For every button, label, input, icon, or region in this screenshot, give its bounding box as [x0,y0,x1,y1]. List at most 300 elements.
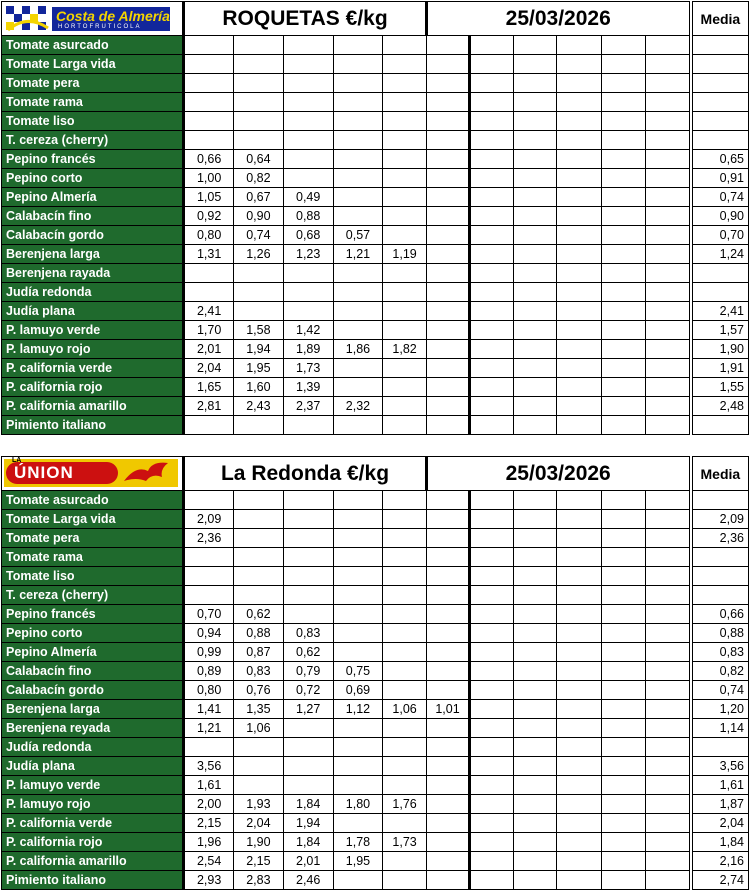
price-cell: 0,68 [283,226,333,245]
price-cell [234,302,284,321]
price-cell [557,321,601,340]
price-cell [283,738,333,757]
price-cell [601,757,645,776]
price-cell [283,491,333,510]
price-cell [557,586,601,605]
price-cell [426,643,469,662]
price-cell: 1,73 [283,359,333,378]
price-cell [470,302,513,321]
price-cell [383,188,426,207]
price-cell [383,624,426,643]
table-row [2,795,749,814]
price-cell: 2,37 [283,397,333,416]
product-name: Pepino francés [2,150,184,169]
la-redonda-price-table [1,456,749,890]
price-cell [513,643,556,662]
product-name: Tomate asurcado [2,36,184,55]
price-cell [383,283,426,302]
price-cell: 2,93 [184,871,234,890]
price-cell [426,378,469,397]
price-cell [646,283,689,302]
price-cell [513,283,556,302]
price-cell [383,605,426,624]
media-cell: 0,74 [692,681,748,700]
price-cell [601,776,645,795]
price-cell [557,397,601,416]
price-cell [646,776,689,795]
product-name: Judía plana [2,302,184,321]
price-cell: 1,94 [283,814,333,833]
price-cell [470,776,513,795]
media-cell: 1,55 [692,378,748,397]
price-cell [646,416,689,435]
price-cell: 1,96 [184,833,234,852]
price-cell [513,359,556,378]
price-cell: 2,15 [184,814,234,833]
price-cell [383,776,426,795]
price-cell: 1,12 [333,700,383,719]
price-cell [646,264,689,283]
table-row [2,757,749,776]
table-row [2,700,749,719]
price-cell [333,814,383,833]
media-cell: 1,90 [692,340,748,359]
price-cell [513,112,556,131]
price-cell [333,55,383,74]
price-cell [283,605,333,624]
logo-subtext: HORTOFRUTICOLA [58,24,142,30]
table-row [2,283,749,302]
price-cell: 0,88 [283,207,333,226]
table-row [2,207,749,226]
price-cell [470,207,513,226]
price-cell [557,416,601,435]
table-row [2,605,749,624]
price-cell [333,150,383,169]
table-row [2,245,749,264]
price-cell [601,738,645,757]
table-row [2,55,749,74]
price-cell [283,757,333,776]
price-cell [557,548,601,567]
product-name: Tomate pera [2,529,184,548]
price-cell [646,738,689,757]
price-cell [470,814,513,833]
media-cell: 1,87 [692,795,748,814]
price-cell [557,55,601,74]
price-cell [470,567,513,586]
media-cell: 2,74 [692,871,748,890]
price-cell: 2,81 [184,397,234,416]
price-cell [646,833,689,852]
price-cell [601,548,645,567]
price-cell: 0,62 [283,643,333,662]
price-cell [557,74,601,93]
price-cell [646,245,689,264]
price-cell [601,795,645,814]
price-cell [283,283,333,302]
media-cell: 1,20 [692,700,748,719]
table-row [2,302,749,321]
price-cell: 0,88 [234,624,284,643]
price-cell: 0,94 [184,624,234,643]
price-cell [470,510,513,529]
price-cell: 3,56 [184,757,234,776]
product-name: Calabacín fino [2,662,184,681]
price-cell [557,681,601,700]
price-cell [646,871,689,890]
product-name: Tomate liso [2,567,184,586]
price-cell [184,416,234,435]
media-cell [692,112,748,131]
price-cell: 1,35 [234,700,284,719]
price-cell [333,491,383,510]
roquetas-price-table [1,1,749,435]
price-cell [234,55,284,74]
price-cell [646,795,689,814]
price-cell [646,548,689,567]
price-cell [426,814,469,833]
price-cell [646,321,689,340]
price-cell: 0,79 [283,662,333,681]
media-cell: 2,41 [692,302,748,321]
price-cell [470,188,513,207]
table-row [2,226,749,245]
media-cell [692,74,748,93]
product-name: Berenjena larga [2,245,184,264]
price-cell [557,245,601,264]
price-cell: 1,21 [333,245,383,264]
price-cell [383,207,426,226]
price-cell [601,643,645,662]
price-cell [470,359,513,378]
flame-icon [122,459,172,487]
price-cell [426,264,469,283]
price-cell [333,188,383,207]
price-cell: 1,86 [333,340,383,359]
price-cell: 0,64 [234,150,284,169]
product-name: Judía plana [2,757,184,776]
price-cell [601,283,645,302]
price-cell [646,378,689,397]
price-cell: 0,75 [333,662,383,681]
price-cell [383,548,426,567]
price-cell [283,302,333,321]
media-cell [692,567,748,586]
price-cell [383,738,426,757]
price-cell [383,757,426,776]
price-cell [283,510,333,529]
price-cell [234,131,284,150]
price-cell [470,283,513,302]
price-cell [646,852,689,871]
price-cell [513,624,556,643]
price-cell [470,795,513,814]
price-cell [513,719,556,738]
price-cell [184,93,234,112]
media-cell: 2,04 [692,814,748,833]
media-cell: 0,91 [692,169,748,188]
price-cell [646,510,689,529]
price-cell: 1,01 [426,700,469,719]
price-cell: 0,70 [184,605,234,624]
price-cell [426,283,469,302]
media-cell [692,548,748,567]
price-cell: 0,82 [234,169,284,188]
price-cell [557,188,601,207]
table-row [2,681,749,700]
table-row [2,586,749,605]
price-cell [601,624,645,643]
table-row [2,150,749,169]
media-cell: 2,36 [692,529,748,548]
price-cell [333,605,383,624]
date-title: 25/03/2026 [426,457,689,491]
logo-text: ÚNION [14,463,74,482]
price-cell [383,36,426,55]
price-cell: 2,01 [184,340,234,359]
price-cell [470,340,513,359]
logo-subtext: LA [12,457,22,464]
price-cell [283,36,333,55]
price-cell [333,302,383,321]
product-name: Berenjena rayada [2,264,184,283]
price-cell [234,757,284,776]
price-cell [283,529,333,548]
price-cell: 1,05 [184,188,234,207]
price-cell [426,93,469,112]
price-cell [513,871,556,890]
table-row [2,871,749,890]
price-cell [513,833,556,852]
table-row [2,814,749,833]
price-cell [646,681,689,700]
price-cell: 0,57 [333,226,383,245]
price-cell [557,833,601,852]
price-cell [184,74,234,93]
price-cell [601,871,645,890]
table-row [2,169,749,188]
price-cell [601,321,645,340]
price-cell [513,264,556,283]
price-cell: 1,61 [184,776,234,795]
price-cell: 1,89 [283,340,333,359]
price-cell [513,814,556,833]
product-name: P. california rojo [2,833,184,852]
product-name: Berenjena larga [2,700,184,719]
price-cell [646,188,689,207]
price-cell [333,548,383,567]
price-cell [426,302,469,321]
media-header: Media [692,2,748,36]
price-cell [383,852,426,871]
price-cell [333,624,383,643]
product-name: Pimiento italiano [2,416,184,435]
price-cell [513,226,556,245]
price-cell [383,359,426,378]
media-cell: 1,61 [692,776,748,795]
price-cell [557,340,601,359]
price-cell [557,662,601,681]
price-cell [383,55,426,74]
media-cell: 0,90 [692,207,748,226]
price-cell: 1,00 [184,169,234,188]
price-cell [383,302,426,321]
product-name: Judía redonda [2,738,184,757]
price-cell [333,207,383,226]
price-cell: 2,09 [184,510,234,529]
price-cell [601,359,645,378]
price-cell [601,378,645,397]
price-cell [234,776,284,795]
price-cell [333,643,383,662]
table-row [2,529,749,548]
price-cell: 1,90 [234,833,284,852]
price-cell [470,529,513,548]
price-cell [426,548,469,567]
price-cell [470,605,513,624]
price-cell [513,795,556,814]
price-cell [184,131,234,150]
media-cell: 1,57 [692,321,748,340]
product-name: Tomate rama [2,93,184,112]
price-cell [513,188,556,207]
price-cell [470,833,513,852]
price-cell [333,567,383,586]
table-row [2,74,749,93]
price-cell [283,416,333,435]
price-cell [426,529,469,548]
price-cell [513,510,556,529]
product-name: Pepino Almería [2,643,184,662]
price-cell [426,662,469,681]
price-cell [470,643,513,662]
price-cell [646,643,689,662]
price-cell [646,567,689,586]
price-cell: 1,84 [283,795,333,814]
price-cell: 1,39 [283,378,333,397]
price-cell [557,814,601,833]
price-cell [470,93,513,112]
price-cell: 0,49 [283,188,333,207]
price-cell [383,150,426,169]
price-cell [234,283,284,302]
price-cell [601,719,645,738]
price-cell [383,74,426,93]
price-cell [184,264,234,283]
price-cell [601,74,645,93]
price-cell [646,207,689,226]
product-name: P. lamuyo rojo [2,340,184,359]
price-cell [601,264,645,283]
price-cell [601,700,645,719]
price-cell [557,378,601,397]
product-name: Tomate asurcado [2,491,184,510]
price-cell [426,871,469,890]
price-cell [646,814,689,833]
price-cell: 1,95 [333,852,383,871]
price-cell [426,795,469,814]
price-cell [470,871,513,890]
price-cell [333,776,383,795]
price-cell [557,719,601,738]
price-cell: 2,36 [184,529,234,548]
price-cell [184,548,234,567]
price-cell [601,567,645,586]
price-cell [470,586,513,605]
media-cell: 0,74 [692,188,748,207]
price-cell [470,624,513,643]
product-name: P. lamuyo verde [2,776,184,795]
price-cell [470,55,513,74]
price-cell [426,757,469,776]
price-cell [333,36,383,55]
price-cell [557,871,601,890]
price-cell [184,586,234,605]
table-row [2,416,749,435]
price-cell [513,662,556,681]
price-cell [601,36,645,55]
media-cell: 0,66 [692,605,748,624]
price-cell [383,112,426,131]
price-cell [601,662,645,681]
price-cell: 1,73 [383,833,426,852]
price-cell: 2,46 [283,871,333,890]
price-cell: 0,90 [234,207,284,226]
price-cell [383,491,426,510]
price-cell [426,416,469,435]
price-cell [333,93,383,112]
price-cell [601,55,645,74]
market-title: La Redonda €/kg [184,457,427,491]
price-cell: 0,80 [184,681,234,700]
table-row [2,397,749,416]
price-cell [513,700,556,719]
price-cell: 2,15 [234,852,284,871]
price-cell: 1,31 [184,245,234,264]
price-cell [601,510,645,529]
date-title: 25/03/2026 [426,2,689,36]
price-cell [646,169,689,188]
price-cell [426,491,469,510]
price-cell [333,321,383,340]
price-cell: 1,58 [234,321,284,340]
price-cell [470,700,513,719]
product-name: Calabacín gordo [2,226,184,245]
price-cell [513,302,556,321]
price-cell [557,226,601,245]
costa-almeria-logo [2,2,184,36]
product-name: P. california verde [2,359,184,378]
price-cell [426,55,469,74]
price-cell [601,814,645,833]
price-cell [184,491,234,510]
table-row [2,643,749,662]
price-cell [646,150,689,169]
price-cell [333,74,383,93]
media-cell: 1,91 [692,359,748,378]
price-cell [234,264,284,283]
price-cell [333,112,383,131]
price-cell [513,491,556,510]
table-row [2,93,749,112]
price-cell [470,738,513,757]
product-name: Judía redonda [2,283,184,302]
price-cell [426,510,469,529]
price-cell: 2,43 [234,397,284,416]
price-cell: 1,70 [184,321,234,340]
price-cell: 2,01 [283,852,333,871]
